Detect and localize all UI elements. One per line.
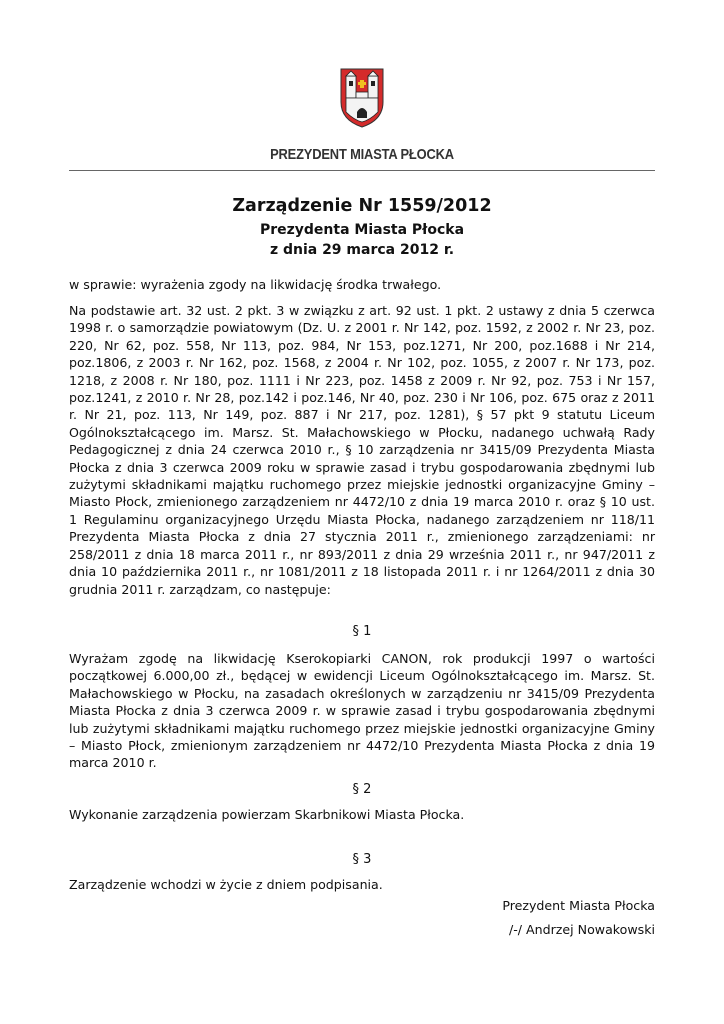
section-3-text: Zarządzenie wchodzi w życie z dniem podpisania. — [69, 877, 383, 892]
signature-title: Prezydent Miasta Płocka — [502, 898, 655, 913]
signature-name: /-/ Andrzej Nowakowski — [508, 922, 655, 937]
section-1-heading: § 1 — [352, 624, 372, 639]
section-2-text: Wykonanie zarządzenia powierzam Skarbnikowi Miasta Płocka. — [69, 807, 465, 822]
document-title: Zarządzenie Nr 1559/2012 — [232, 196, 492, 216]
section-1-text: Wyrażam zgodę na likwidację Kserokopiarki CANON, rok produkcji 1997 o wartości początkowej 6.000,00 zł., będącej w ewidencji Liceum Ogólnokształcącego im. Marsz. St. Małachowskiego w Płocku, na zasadach określonych w zarządzeniu nr 3415/09 Prezydenta Miasta Płocka z dnia 3 czerwca 2009 r. w sprawie zasad i trybu gospodarowania zbędnymi lub zużytymi składnikami majątku ruchomego przez miejskie jednostki organizacyjne Gminy – Miasto Płock, zmienionym zarządzeniem nr 4472/10 Prezydenta Miasta Płocka z dnia 19 marca 2010 r. — [69, 651, 655, 771]
document-date: z dnia 29 marca 2012 r. — [269, 242, 455, 258]
coat-of-arms-icon — [340, 68, 384, 128]
section-2-heading: § 2 — [352, 782, 372, 797]
section-3-heading: § 3 — [352, 852, 372, 867]
header-divider — [69, 170, 655, 171]
legal-basis-paragraph: Na podstawie art. 32 ust. 2 pkt. 3 w związku z art. 92 ust. 1 pkt. 2 ustawy z dnia 5 czerwca 1998 r. o samorządzie powiatowym (Dz. U. z 2001 r. Nr 142, poz. 1592, z 2002 r. Nr 23, poz. 220, Nr 62, poz. 558, Nr 113, poz. 984, Nr 153, poz.1271, Nr 200, poz.1688 i Nr 214, poz.1806, z 2003 r. Nr 162, poz. 1568, z 2004 r. Nr 102, poz. 1055, z 2007 r. Nr 173, poz. 1218, z 2008 r. Nr 180, poz. 1111 i Nr 223, poz. 1458 z 2009 r. Nr 92, poz. 753 i Nr 157, poz.1241, z 2010 r. Nr 28, poz.142 i poz.146, Nr 40, poz. 230 i Nr 106, poz. 675 oraz z 2011 r. Nr 21, poz. 113, Nr 149, poz. 887 i Nr 217, poz. 1281), § 57 pkt 9 statutu Liceum Ogólnokształcącego im. Marsz. St. Małachowskiego w Płocku, nadanego uchwałą Rady Pedagogicznej z dnia 24 czerwca 2010 r., § 10 zarządzenia nr 3415/09 Prezydenta Miasta Płocka z dnia 3 czerwca 2009 roku w sprawie zasad i trybu gospodarowania zbędnymi lub zużytymi składnikami majątku ruchomego przez miejskie jednostki organizacyjne Gminy – Miasto Płock, zmienionego zarządzeniem nr 4472/10 z dnia 19 marca 2010 r. oraz § 10 ust. 1 Regulaminu organizacyjnego Urzędu Miasta Płocka, nadanego zarządzeniem nr 118/11 Prezydenta Miasta Płocka z dnia 27 stycznia 2011 r., zmienionego zarządzeniami: nr 258/2011 z dnia 18 marca 2011 r., nr 893/2011 z dnia 29 września 2011 r., nr 947/2011 z dnia 10 października 2011 r., nr 1081/2011 z 18 listopada 2011 r. i nr 1264/2011 z dnia 30 grudnia 2011 r. zarządzam, co następuje: — [69, 303, 655, 597]
office-name: PREZYDENT MIASTA PŁOCKA — [270, 146, 454, 163]
document-subject: w sprawie: wyrażenia zgody na likwidację środka trwałego. — [69, 277, 442, 292]
document-issuer: Prezydenta Miasta Płocka — [259, 222, 465, 238]
